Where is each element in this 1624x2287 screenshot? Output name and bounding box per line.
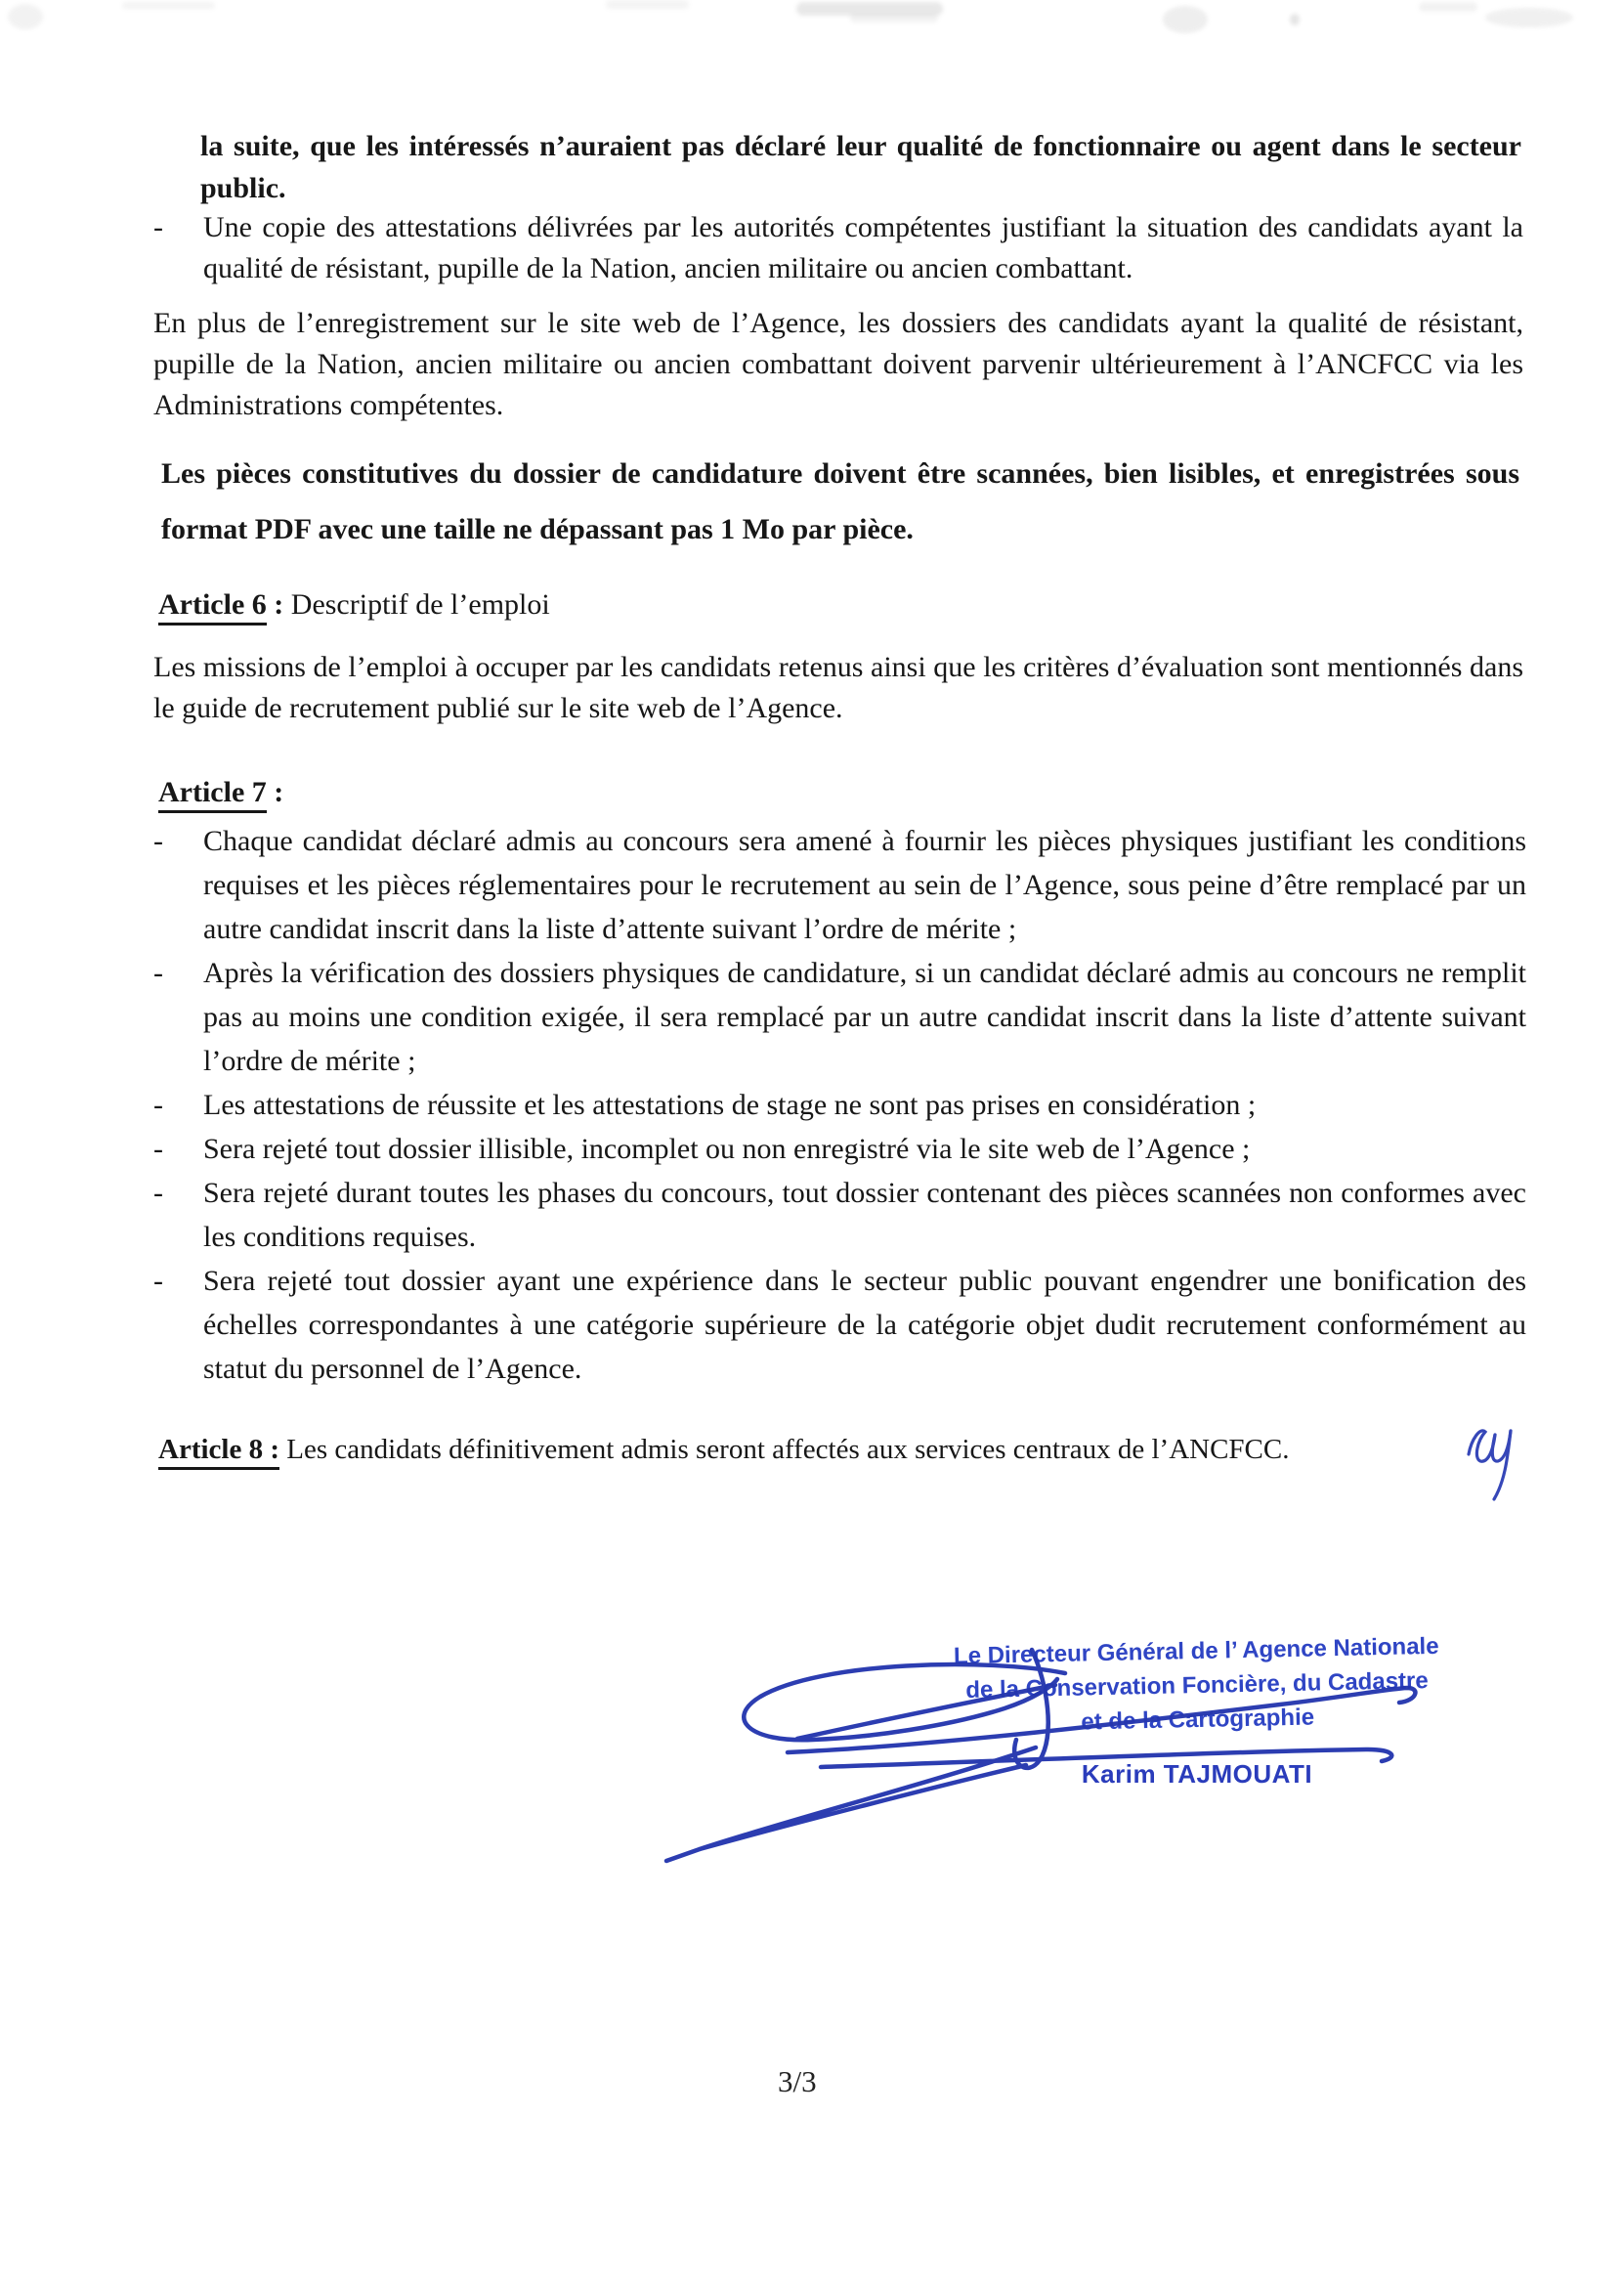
article6-colon: : [274,588,284,621]
article7-colon: : [274,776,284,808]
bullet-dash: - [153,211,163,243]
handwritten-initials [1460,1419,1518,1507]
article6-label: Article 6 [158,588,267,626]
article7-item [153,819,1526,951]
bullet-dash: - [153,957,163,989]
page-number: 3/3 [778,2064,817,2098]
bullet-dash: - [153,1265,163,1297]
article7-item-text: Les attestations de réussite et les attestations de stage ne sont pas prises en considération ; [203,1089,1257,1121]
article7-item [153,951,1526,1083]
stamp-line: et de la Cartographie [1081,1704,1315,1736]
article7-item-text: Après la vérification des dossiers physiques de candidature, si un candidat déclaré admis au concours ne remplit pas au moins une condition exigée, il sera remplacé par un autre candidat inscrit dans la liste d’attente suivant l’ordre de mérite ; [203,957,1526,1077]
pdf-notice: Les pièces constitutives du dossier de candidature doivent être scannées, bien lisibles, et enregistrées sous format PDF avec une taille ne dépassant pas 1 Mo par pièce. [161,457,1519,545]
signature-block [606,1601,1485,1923]
attestation-bullet-text: Une copie des attestations délivrées par les autorités compétentes justifiant la situation des candidats ayant la qualité de résistant, pupille de la Nation, ancien militaire ou ancien combattant. [203,211,1523,284]
stamp-line: Le Directeur Général de l’ Agence Nationale [953,1632,1439,1670]
signer-name: Karim TAJMOUATI [1081,1759,1313,1789]
scan-artifact [8,4,43,29]
bullet-dash: - [153,1177,163,1209]
stamp-line: de la Conservation Foncière, du Cadastre [965,1667,1429,1704]
scan-artifact [606,0,689,9]
registration-paragraph: En plus de l’enregistrement sur le site web de l’Agence, les dossiers des candidats ayant la qualité de résistant, pupille de la Nation, ancien militaire ou ancien combattant doivent parvenir ultérieurement à l’ANCFCC via les Administrations compétentes. [153,307,1523,421]
article6-body: Les missions de l’emploi à occuper par les candidats retenus ainsi que les critères d’évaluation sont mentionnés dans le guide de recrutement publié sur le site web de l’Agence. [153,651,1523,724]
article7-heading [158,772,283,813]
bullet-dash: - [153,1089,163,1121]
attestation-bullet [153,207,1523,289]
article8-label: Article 8 : [158,1434,279,1470]
intro-continuation-paragraph: la suite, que les intéressés n’auraient pas déclaré leur qualité de fonctionnaire ou agent dans le secteur public. [200,130,1521,204]
article6-title: Descriptif de l’emploi [290,588,550,621]
article7-list [153,819,1526,1391]
scan-artifact [1163,6,1208,33]
signature-scribble [606,1601,1485,1923]
scan-artifact [1290,14,1300,25]
bullet-dash: - [153,1133,163,1165]
article7-item-text: Sera rejeté tout dossier illisible, incomplet ou non enregistré via le site web de l’Agence ; [203,1133,1251,1165]
scan-artifact [122,2,215,9]
article7-label: Article 7 [158,776,267,813]
scan-artifact [850,14,938,22]
scan-artifact [1419,2,1477,12]
article8-line [158,1429,1585,1470]
article7-item-text: Chaque candidat déclaré admis au concours sera amené à fournir les pièces physiques justifiant les conditions requises et les pièces réglementaires pour le recrutement au sein de l’Agence, sous peine d’être remplacé par un autre candidat inscrit dans la liste d’attente suivant l’ordre de mérite ; [203,825,1526,945]
bullet-dash: - [153,825,163,857]
article7-item [153,1259,1526,1391]
article7-item-text: Sera rejeté durant toutes les phases du concours, tout dossier contenant des pièces scannées non conformes avec les conditions requises. [203,1177,1526,1253]
article7-item-text: Sera rejeté tout dossier ayant une expérience dans le secteur public pouvant engendrer une bonification des échelles correspondantes à une catégorie supérieure de la catégorie objet dudit recrutement conformément au statut du personnel de l’Agence. [203,1265,1526,1385]
article7-item [153,1171,1526,1259]
article7-item [153,1083,1526,1127]
scan-artifact [1485,8,1573,27]
article7-item [153,1127,1526,1171]
article6-heading [158,584,550,626]
article8-text: Les candidats définitivement admis seront affectés aux services centraux de l’ANCFCC. [286,1434,1290,1465]
